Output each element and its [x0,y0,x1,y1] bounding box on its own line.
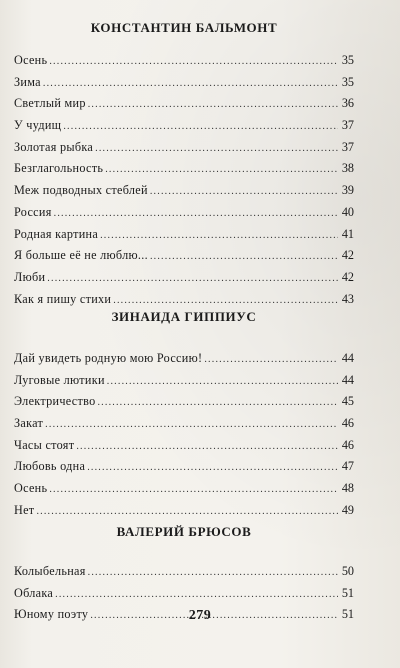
entry-page-number: 35 [341,53,354,67]
entry-title: Часы стоят [14,437,75,452]
dot-leader [107,371,338,393]
toc-entry[interactable] [14,561,354,583]
dot-leader [36,501,338,523]
dot-leader [55,584,338,606]
entry-page-number: 42 [341,248,354,263]
dot-leader [76,436,338,458]
entry-page-number: 36 [341,96,354,111]
entry-page-number: 46 [341,416,354,431]
toc-entry[interactable] [14,500,354,522]
entry-page-number: 35 [341,74,354,89]
entry-title: Осень [14,481,48,496]
entry-page-number: 48 [341,481,354,496]
entry-page-number: 40 [341,204,354,219]
toc-entry[interactable] [14,180,354,202]
dot-leader [47,268,338,290]
toc-entry[interactable] [14,267,354,289]
entry-title: Золотая рыбка [14,139,94,154]
toc-entry[interactable] [14,391,354,413]
toc-section-balmont [14,18,354,310]
entry-page-number: 50 [341,564,354,578]
entry-title: Облака [14,585,54,600]
dot-leader [88,562,338,584]
entry-title: Родная картина [14,226,99,241]
entry-title: Как я пишу стихи [14,291,112,306]
toc-list [14,348,354,522]
dot-leader [105,159,338,181]
dot-leader [49,479,338,501]
dot-leader [150,181,338,203]
dot-leader [150,246,338,268]
toc-entry[interactable] [14,435,354,457]
page-number: 279 [188,608,212,623]
toc-entry[interactable] [14,72,354,94]
entry-page-number: 45 [341,394,354,409]
toc-entry[interactable] [14,478,354,500]
dot-leader [49,51,338,73]
toc-entry[interactable] [14,137,354,159]
entry-title: Колыбельная [14,564,86,578]
toc-entry[interactable] [14,370,354,392]
entry-title: Люби [14,269,46,284]
entry-page-number: 47 [341,459,354,474]
entry-title: Любовь одна [14,459,86,474]
entry-title: У чудищ [14,118,62,133]
entry-page-number: 49 [341,502,354,517]
toc-entry[interactable] [14,245,354,267]
dot-leader [45,414,338,436]
dot-leader [43,73,338,95]
entry-title: Электричество [14,394,96,409]
entry-title: Нет [14,502,35,517]
toc-entry[interactable] [14,50,354,72]
entry-page-number: 41 [341,226,354,241]
toc-entry[interactable] [14,224,354,246]
entry-page-number: 37 [341,118,354,133]
entry-page-number: 43 [341,291,354,306]
toc-list [14,50,354,310]
toc-entry[interactable] [14,348,354,370]
entry-page-number: 39 [341,183,354,198]
entry-title: Меж подводных стеблей [14,183,148,198]
entry-page-number: 46 [341,437,354,452]
entry-title: Дай увидеть родную мою Россию! [14,351,203,365]
toc-entry[interactable] [14,413,354,435]
entry-title: Россия [14,204,52,219]
toc-entry[interactable] [14,93,354,115]
entry-title: Светлый мир [14,96,86,111]
dot-leader [54,203,338,225]
entry-page-number: 51 [341,607,354,622]
dot-leader [100,225,338,247]
entry-page-number: 42 [341,269,354,284]
dot-leader [88,94,338,116]
entry-title: Закат [14,416,44,431]
dot-leader [97,392,338,414]
entry-title: Зима [14,74,41,89]
toc-entry[interactable] [14,202,354,224]
dot-leader [204,349,338,371]
entry-title: Я больше её не люблю... [14,248,148,263]
toc-entry[interactable] [14,456,354,478]
dot-leader [95,138,338,160]
section-title: ВАЛЕРИЙ БРЮСОВ [116,524,252,539]
entry-page-number: 38 [341,161,354,176]
dot-leader [87,457,338,479]
entry-title: Безглагольность [14,161,104,176]
section-title: ЗИНАИДА ГИППИУС [111,309,257,324]
toc-entry[interactable] [14,158,354,180]
section-title: КОНСТАНТИН БАЛЬМОНТ [90,20,278,35]
toc-section-gippius [14,307,354,522]
entry-title: Осень [14,53,48,67]
entry-page-number: 44 [341,372,354,387]
entry-title: Юному поэту [14,607,89,622]
toc-entry[interactable] [14,583,354,605]
dot-leader [63,116,338,138]
entry-page-number: 44 [341,351,354,365]
entry-title: Луговые лютики [14,372,105,387]
toc-entry[interactable] [14,115,354,137]
entry-page-number: 51 [341,585,354,600]
entry-page-number: 37 [341,139,354,154]
